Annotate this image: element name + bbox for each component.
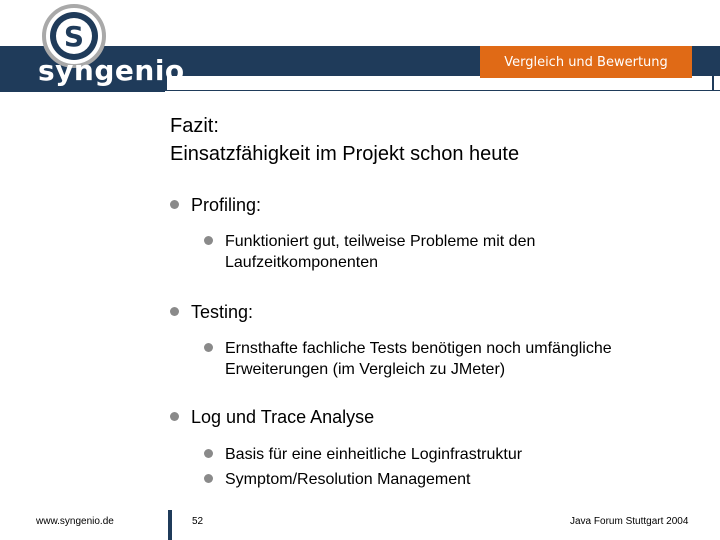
brand-logo-text: syngenio xyxy=(38,54,185,87)
bullet-label: Testing: xyxy=(191,302,254,322)
logo-block xyxy=(0,0,185,92)
section-label: Vergleich und Bewertung xyxy=(504,54,668,70)
sub-bullet-text xyxy=(225,231,535,273)
sub-bullet-text xyxy=(225,469,470,490)
sub-bullet-line-1: Basis für eine einheitliche Loginfrastruktur xyxy=(225,446,523,463)
header-rule-right xyxy=(712,76,714,91)
sub-bullet-profiling-1 xyxy=(204,231,535,273)
bullet-dot-icon xyxy=(204,236,213,245)
footer-divider xyxy=(168,510,172,540)
footer-event: Java Forum Stuttgart 2004 xyxy=(570,516,689,527)
sub-bullet-log-trace-2 xyxy=(204,469,470,490)
slide-title xyxy=(170,112,690,168)
sub-bullet-line-1: Symptom/Resolution Management xyxy=(225,471,471,488)
sub-bullet-line-2: Erweiterungen (im Vergleich zu JMeter) xyxy=(225,361,506,378)
sub-bullet-testing-1 xyxy=(204,338,612,380)
bullet-dot-icon xyxy=(170,412,179,421)
bullet-dot-icon xyxy=(204,343,213,352)
bullet-dot-icon xyxy=(170,307,179,316)
footer-page-number: 52 xyxy=(192,516,204,527)
bullet-dot-icon xyxy=(204,474,213,483)
bullet-dot-icon xyxy=(204,449,213,458)
section-label-box xyxy=(480,46,692,78)
svg-text:S: S xyxy=(63,20,85,53)
sub-bullet-log-trace-1 xyxy=(204,444,522,465)
sub-bullet-text xyxy=(225,338,612,380)
header-underline xyxy=(165,90,720,91)
bullet-profiling xyxy=(170,194,261,216)
bullet-testing xyxy=(170,301,253,323)
sub-bullet-line-1: Funktioniert gut, teilweise Probleme mit den xyxy=(225,233,536,250)
bullet-label: Log und Trace Analyse xyxy=(191,407,375,427)
sub-bullet-text xyxy=(225,444,522,465)
sub-bullet-line-2: Laufzeitkomponenten xyxy=(225,254,378,271)
title-line-1: Fazit: xyxy=(170,115,219,137)
bullet-log-trace xyxy=(170,406,374,428)
title-line-2: Einsatzfähigkeit im Projekt schon heute xyxy=(170,143,520,165)
bullet-dot-icon xyxy=(170,200,179,209)
footer-website: www.syngenio.de xyxy=(36,516,114,527)
sub-bullet-line-1: Ernsthafte fachliche Tests benötigen noch umfängliche xyxy=(225,340,612,357)
bullet-label: Profiling: xyxy=(191,195,262,215)
